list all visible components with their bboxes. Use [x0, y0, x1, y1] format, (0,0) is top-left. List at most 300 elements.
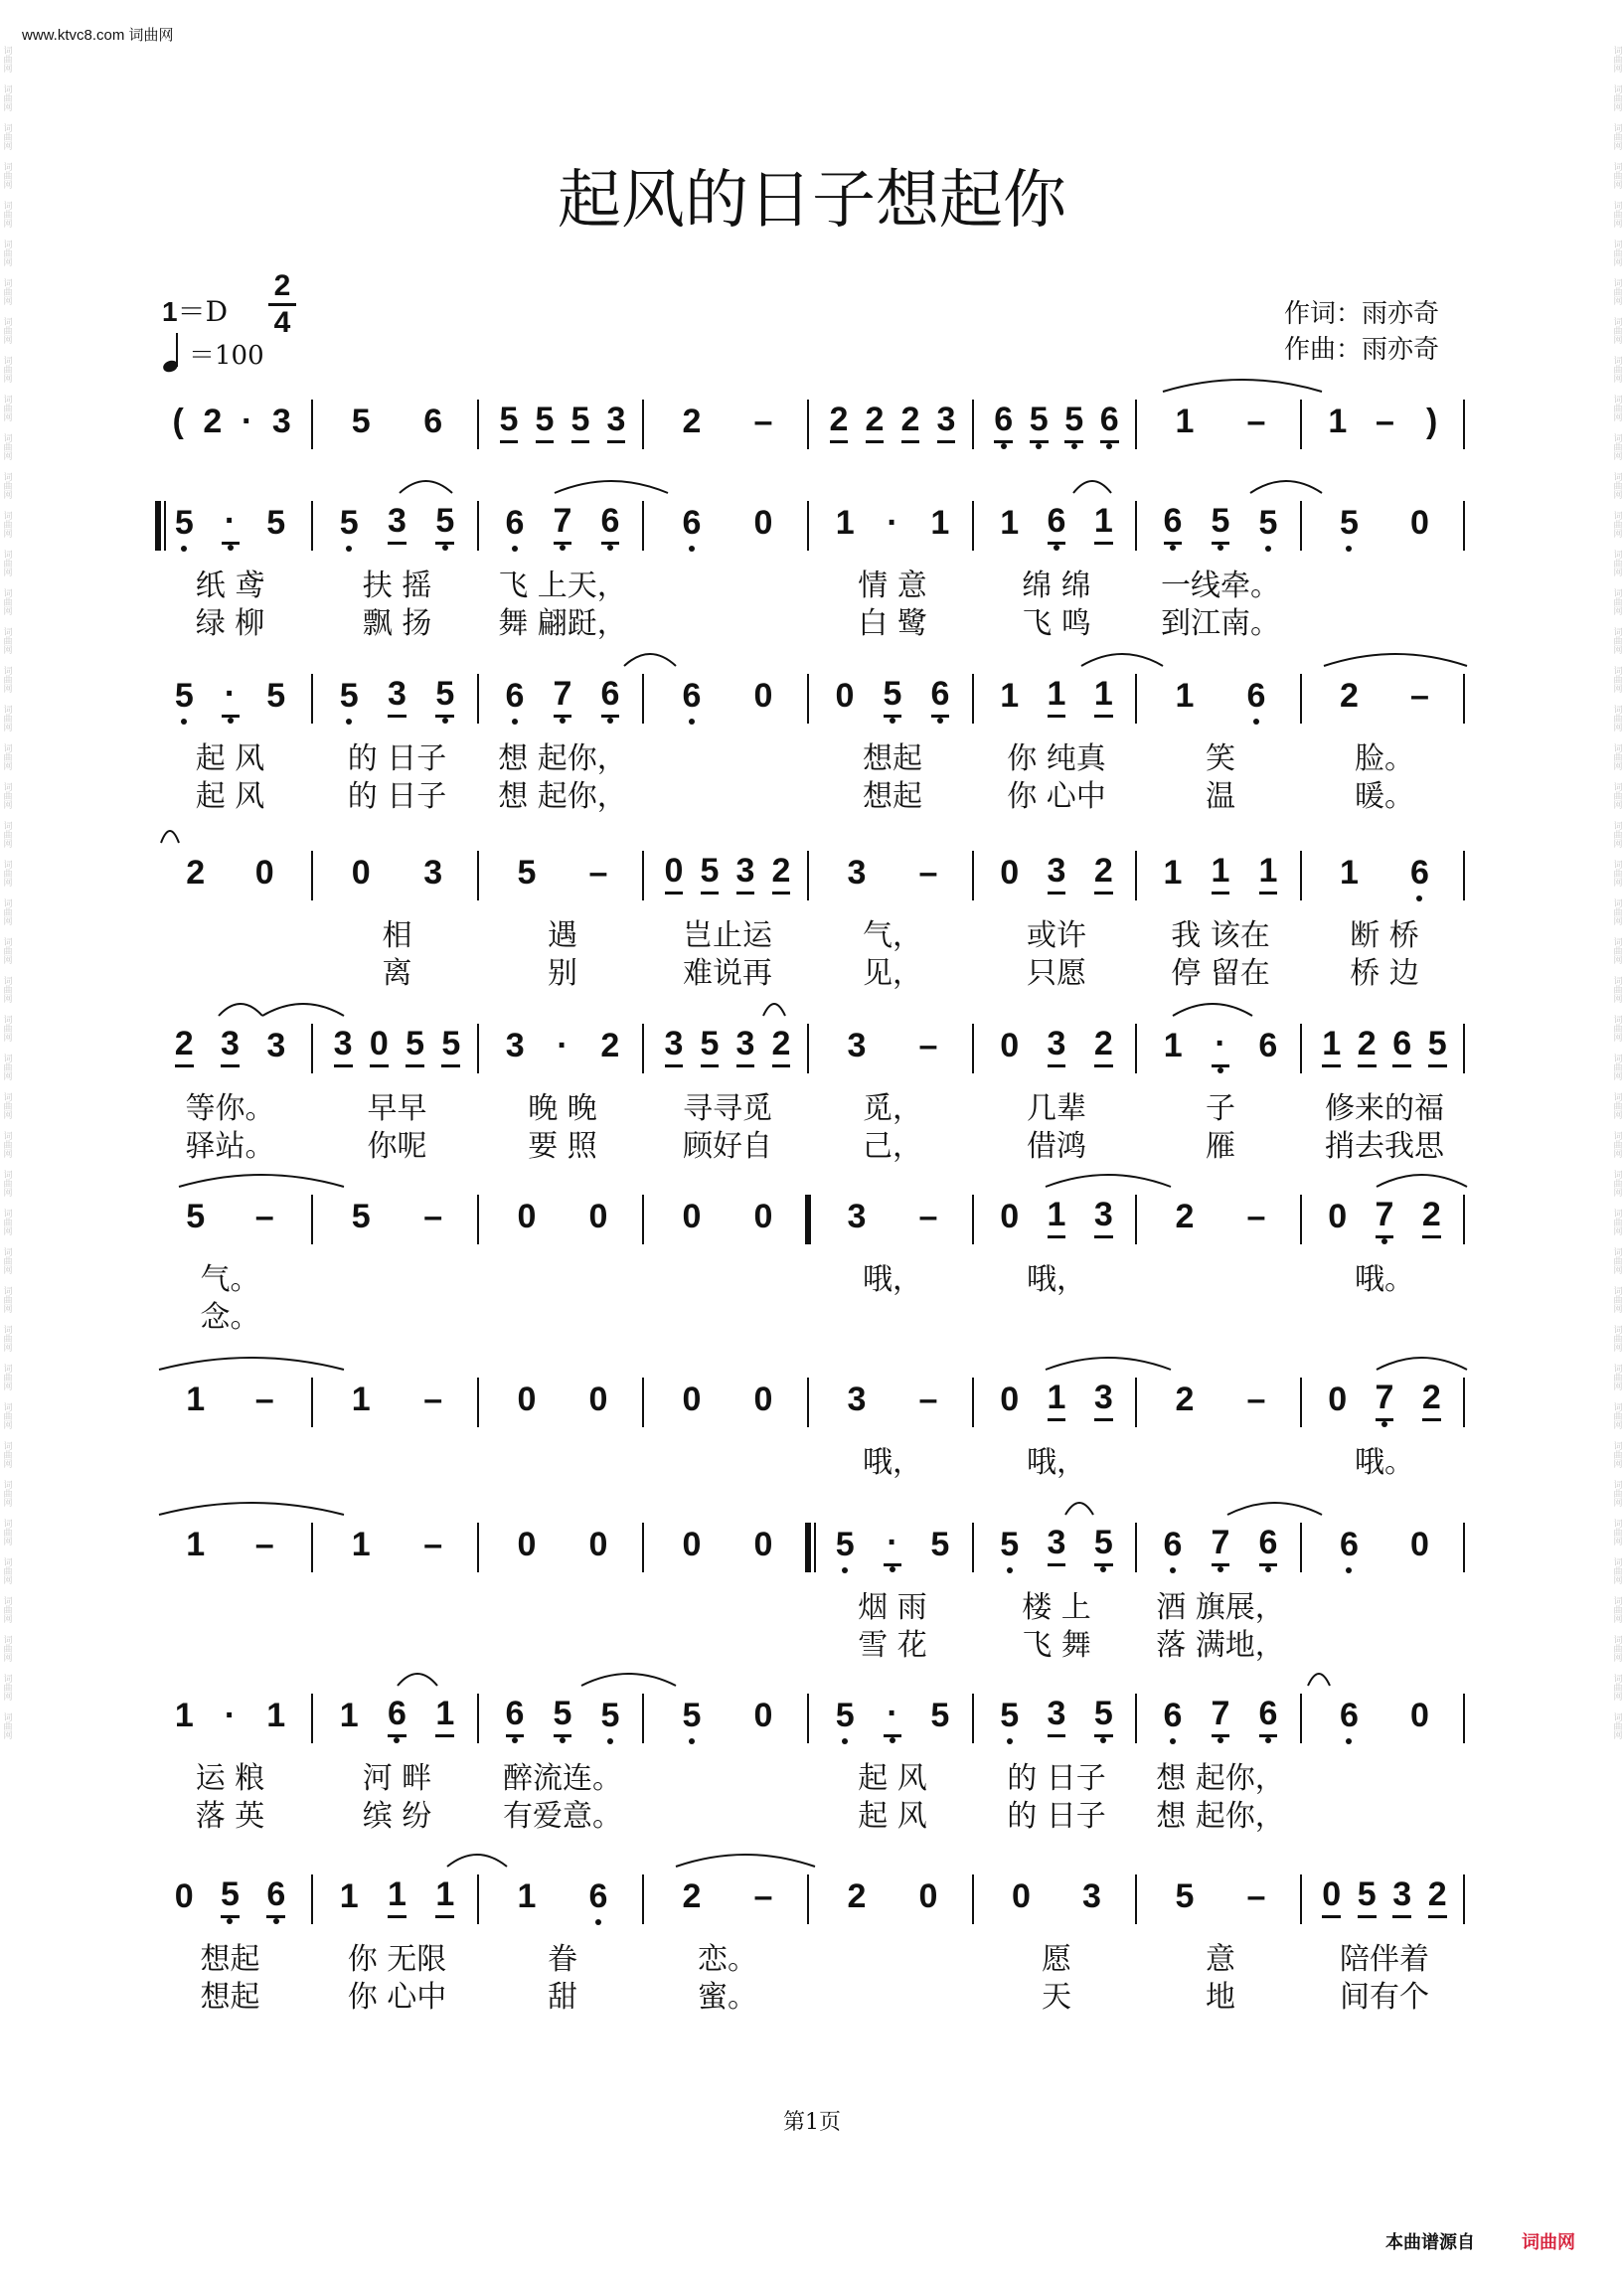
note: 5: [1340, 503, 1359, 542]
barline: [642, 1195, 644, 1244]
note: 5: [1212, 502, 1230, 545]
lyric-measure: [821, 1294, 964, 1334]
note: 5: [1358, 1875, 1377, 1918]
lyric-measure: [986, 1294, 1127, 1334]
measure: [161, 845, 299, 900]
note: 2: [1340, 676, 1359, 715]
watermark-text: 词曲网: [1, 1635, 12, 1662]
lyric-measure: 等你。: [185, 1091, 275, 1126]
lyric-measure: 想 起你，: [1156, 1761, 1285, 1796]
lyric-measure: 我 该在: [1171, 918, 1270, 953]
slur: [1377, 1358, 1467, 1370]
measure: [1149, 1869, 1292, 1924]
lyric-measure: [325, 1294, 469, 1334]
watermark-text: 词曲网: [1611, 84, 1622, 111]
lyric-measure: [1149, 1294, 1292, 1334]
measure: [491, 1018, 634, 1073]
note: 7: [554, 675, 572, 718]
lyric-measure: 暖。: [1355, 779, 1414, 814]
measure: [656, 1688, 799, 1743]
note: 0: [1410, 1696, 1429, 1734]
watermark-text: 词曲网: [1, 1015, 12, 1042]
barline: [311, 501, 313, 551]
lyric-measure: 起 风: [195, 779, 265, 814]
lyric-line: [0, 1974, 1624, 2014]
measure: [986, 1688, 1127, 1743]
barline: [311, 674, 313, 724]
lyric-measure: 楼 上: [1022, 1590, 1091, 1625]
watermark-text: 词曲网: [1611, 46, 1622, 73]
barline: [807, 1378, 809, 1427]
watermark-text: 词曲网: [1, 395, 12, 421]
lyric-measure: [1314, 1755, 1455, 1795]
note: 6: [1259, 1524, 1278, 1566]
tempo-marking: [163, 332, 264, 372]
note: 1: [1212, 852, 1230, 895]
note: 2: [830, 401, 849, 443]
lyric-measure: 你呢: [367, 1129, 427, 1164]
note: 5: [930, 1696, 950, 1734]
note: 3: [388, 502, 406, 545]
time-signature-bottom: 4: [273, 306, 291, 339]
measure: [821, 668, 964, 724]
lyric-measure: 想起: [863, 779, 922, 814]
note: 1: [1048, 1379, 1066, 1421]
measure: [325, 1517, 469, 1572]
note: –: [254, 1197, 274, 1235]
lyric-measure: 的 日子: [347, 779, 447, 814]
watermark-text: 词曲网: [1, 1402, 12, 1429]
measure: [491, 1517, 634, 1572]
watermark-text: 词曲网: [1, 1480, 12, 1507]
note: 1: [339, 1876, 359, 1915]
lyric-measure: 恋。: [698, 1942, 757, 1977]
lyric-measure: 间有个: [1340, 1980, 1429, 2015]
note: 6: [1048, 502, 1066, 545]
measure: [1314, 1517, 1455, 1572]
lyric-measure: 醉流连。: [503, 1761, 622, 1796]
note: 0: [351, 853, 371, 892]
lyric-measure: 哦。: [1355, 1262, 1414, 1297]
note: 0: [1000, 1380, 1020, 1418]
key-tonic: 1: [162, 296, 178, 327]
slur: [1377, 1175, 1467, 1187]
measure: [656, 668, 799, 724]
quarter-note-icon: [163, 332, 185, 372]
lyric-measure: [491, 1622, 634, 1662]
lyric-line: [0, 1256, 1624, 1296]
note: 5: [266, 503, 286, 542]
note: 3: [736, 1025, 755, 1067]
note: 1: [1175, 402, 1195, 440]
watermark-text: 词曲网: [1611, 1015, 1622, 1042]
measure: [1314, 668, 1455, 724]
note: 1: [1094, 502, 1113, 545]
note: 6: [1258, 1026, 1278, 1064]
barline: [972, 1195, 974, 1244]
measure: [491, 394, 634, 449]
lyric-measure: [656, 1755, 799, 1795]
note: 6: [601, 675, 620, 718]
slur: [398, 1674, 437, 1686]
watermark-text: 词曲网: [1611, 898, 1622, 925]
note: 5: [1428, 1025, 1447, 1067]
note: 0: [370, 1025, 389, 1067]
lyric-line: [0, 912, 1624, 952]
watermark-text: 词曲网: [1, 1519, 12, 1546]
note: ·: [241, 402, 253, 440]
measure: [325, 1869, 469, 1924]
watermark-text: 词曲网: [1, 1092, 12, 1119]
watermark-text: 词曲网: [1, 782, 12, 809]
lyric-measure: [491, 1294, 634, 1334]
lyric-line: [0, 1622, 1624, 1662]
barline: [311, 1694, 313, 1743]
note: 0: [1000, 1026, 1020, 1064]
barline: [1300, 851, 1302, 900]
barline: [477, 1874, 479, 1924]
barline: [477, 400, 479, 449]
watermark-text: 词曲网: [1, 1674, 12, 1701]
slur: [1250, 481, 1322, 493]
note: 1: [1048, 675, 1066, 718]
note: 3: [1048, 852, 1066, 895]
note: 6: [601, 502, 620, 545]
note: ·: [224, 1696, 237, 1734]
note: 3: [736, 852, 755, 895]
barline: [807, 1874, 809, 1924]
barline: [1135, 1195, 1137, 1244]
watermark-text: 词曲网: [1, 1131, 12, 1158]
lyric-measure: [656, 1584, 799, 1624]
note: 3: [266, 1026, 286, 1064]
note: 5: [682, 1696, 702, 1734]
lyric-measure: 飘 扬: [362, 606, 432, 641]
lyric-measure: 蜜。: [698, 1980, 757, 2015]
watermark-text: 词曲网: [1, 278, 12, 305]
repeat-end-barline: [805, 1195, 811, 1244]
barline: [807, 400, 809, 449]
slur: [400, 481, 452, 493]
watermark-text: 词曲网: [1, 1441, 12, 1468]
slur: [1308, 1674, 1330, 1686]
note: ·: [887, 503, 898, 542]
site-url[interactable]: www.ktvc8.com: [22, 27, 125, 44]
watermark-text: 词曲网: [1, 1557, 12, 1584]
measure: [656, 495, 799, 551]
measure: [1314, 1869, 1455, 1924]
notation-line: [0, 394, 1624, 449]
lyric-measure: 修来的福: [1325, 1091, 1444, 1126]
watermark-text: 词曲网: [1, 705, 12, 732]
note: 2: [1094, 1025, 1113, 1067]
lyric-measure: 白 鹭: [858, 606, 927, 641]
lyric-measure: [161, 1584, 299, 1624]
watermark-text: 词曲网: [1, 162, 12, 189]
lyric-measure: 有爱意。: [503, 1799, 622, 1834]
note: 0: [1410, 1525, 1429, 1563]
measure: [821, 1018, 964, 1073]
lyric-measure: 断 桥: [1350, 918, 1419, 953]
note: –: [254, 1380, 274, 1418]
note: 0: [753, 1525, 773, 1563]
measure: [821, 394, 964, 449]
slur: [1046, 1358, 1171, 1370]
barline: [642, 400, 644, 449]
barline: [477, 1694, 479, 1743]
source-brand[interactable]: 词曲网: [1522, 2232, 1576, 2252]
lyric-measure: 雪 花: [858, 1628, 927, 1663]
lyric-measure: [656, 600, 799, 640]
lyric-measure: 愿: [1042, 1942, 1071, 1977]
slur: [1065, 1503, 1093, 1515]
measure: [986, 1018, 1127, 1073]
lyric-measure: [656, 1793, 799, 1833]
barline: [477, 1195, 479, 1244]
barline: [1135, 1523, 1137, 1572]
note: 1: [186, 1380, 206, 1418]
slur-layer: [0, 1161, 1624, 1191]
lyric-measure: 起 风: [195, 741, 265, 776]
note: 3: [847, 1197, 867, 1235]
watermark-text: 词曲网: [1, 898, 12, 925]
watermark-text: 词曲网: [1, 123, 12, 150]
note: 5: [1175, 1876, 1195, 1915]
measure: [1314, 1372, 1455, 1427]
barline: [1300, 501, 1302, 551]
measure: [325, 394, 469, 449]
watermark-text: 词曲网: [1, 743, 12, 770]
slur-layer: [0, 1489, 1624, 1519]
note: 6: [266, 1875, 285, 1918]
barline: [311, 400, 313, 449]
measure: [986, 845, 1127, 900]
watermark-text: 词曲网: [1611, 1441, 1622, 1468]
watermark-text: 词曲网: [1, 1364, 12, 1390]
watermark-text: 词曲网: [1611, 1131, 1622, 1158]
lyric-line: [0, 1085, 1624, 1125]
note: –: [1246, 402, 1266, 440]
note: 2: [1422, 1379, 1441, 1421]
lyric-measure: 飞 舞: [1022, 1628, 1091, 1663]
lyric-measure: 河 畔: [362, 1761, 432, 1796]
slur: [1227, 1503, 1322, 1515]
note: 6: [1164, 502, 1183, 545]
note: 5: [930, 1525, 950, 1563]
note: 1: [1163, 1026, 1183, 1064]
note: 6: [1163, 1525, 1183, 1563]
note: 6: [1410, 853, 1429, 892]
lyric-line: [0, 950, 1624, 990]
lyric-measure: 念。: [200, 1300, 260, 1335]
lyric-measure: 顾好自: [683, 1129, 772, 1164]
note: 1: [1328, 402, 1348, 440]
lyric-measure: 绿 柳: [195, 606, 265, 641]
note: 1: [1048, 1196, 1066, 1238]
measure: [491, 668, 634, 724]
lyric-measure: [325, 1256, 469, 1296]
note: 1: [1175, 676, 1195, 715]
barline: [311, 1024, 313, 1073]
note: 3: [1048, 1025, 1066, 1067]
note: 1: [517, 1876, 537, 1915]
note: ·: [884, 1695, 901, 1737]
note: 5: [1000, 1696, 1020, 1734]
note: 5: [701, 852, 720, 895]
note: 3: [847, 1380, 867, 1418]
measure: [1314, 845, 1455, 900]
note: 5: [500, 401, 519, 443]
note: 2: [682, 402, 702, 440]
barline: [807, 1024, 809, 1073]
lyric-measure: 相: [382, 918, 412, 953]
barline: [642, 851, 644, 900]
lyric-measure: [656, 1622, 799, 1662]
slur: [159, 1358, 344, 1370]
lyric-measure: 雁: [1206, 1129, 1235, 1164]
barline: [814, 1523, 816, 1572]
note: –: [1410, 676, 1429, 715]
measure: [986, 668, 1127, 724]
note: 0: [588, 1525, 608, 1563]
note: 0: [517, 1197, 537, 1235]
lyric-measure: 要 照: [528, 1129, 597, 1164]
time-signature-top: 2: [273, 269, 291, 302]
note: (: [172, 402, 184, 440]
lyric-measure: 情 意: [858, 569, 927, 603]
note: 1: [930, 503, 950, 542]
measure: [656, 394, 799, 449]
watermark-text: 词曲网: [1611, 1557, 1622, 1584]
lyric-measure: 落 满地，: [1156, 1628, 1285, 1663]
barline: [1463, 1378, 1465, 1427]
note: 6: [588, 1876, 608, 1915]
lyric-measure: 晚 晚: [528, 1091, 597, 1126]
measure: [1149, 1018, 1292, 1073]
lyric-measure: [1314, 1584, 1455, 1624]
note: 3: [1094, 1196, 1113, 1238]
note: 6: [1259, 1695, 1278, 1737]
lyric-measure: [1149, 1439, 1292, 1479]
note: 0: [918, 1876, 938, 1915]
measure: [1314, 394, 1455, 449]
slur-layer: [0, 1841, 1624, 1871]
note: 5: [1064, 401, 1083, 443]
note: ): [1425, 402, 1438, 440]
measure: [161, 394, 299, 449]
lyric-measure: [491, 1584, 634, 1624]
note: 3: [1048, 1695, 1066, 1737]
lyric-measure: 到江南。: [1161, 606, 1280, 641]
note: 3: [271, 402, 291, 440]
barline: [1135, 400, 1137, 449]
watermark-text: 词曲网: [1611, 1286, 1622, 1313]
slur-layer: [0, 1660, 1624, 1690]
note: 5: [406, 1025, 424, 1067]
note: 5: [536, 401, 555, 443]
slur: [581, 1674, 676, 1686]
note: 6: [1340, 1525, 1359, 1563]
lyric-measure: [1149, 1256, 1292, 1296]
note: 6: [505, 676, 525, 715]
barline: [642, 1378, 644, 1427]
barline: [1300, 400, 1302, 449]
note: 0: [682, 1525, 702, 1563]
barline: [1463, 1874, 1465, 1924]
measure: [161, 1869, 299, 1924]
note: –: [1246, 1876, 1266, 1915]
lyric-measure: 落 英: [195, 1799, 265, 1834]
note: 1: [1322, 1025, 1341, 1067]
lyric-measure: [656, 1294, 799, 1334]
watermark-text: 词曲网: [1, 433, 12, 460]
slur: [219, 1004, 262, 1016]
watermark-text: 词曲网: [1611, 860, 1622, 887]
note: 1: [435, 1695, 454, 1737]
measure: [491, 1189, 634, 1244]
watermark-text: 词曲网: [1611, 1402, 1622, 1429]
note: 1: [1340, 853, 1359, 892]
note: 6: [1163, 1696, 1183, 1734]
lyric-measure: 起 风: [858, 1761, 927, 1796]
note: ·: [1212, 1025, 1229, 1067]
measure: [1314, 1688, 1455, 1743]
lyric-measure: [161, 912, 299, 952]
lyric-measure: 桥 边: [1350, 956, 1419, 991]
watermark-text: 词曲网: [1611, 278, 1622, 305]
lyric-measure: 气。: [200, 1262, 260, 1297]
measure: [325, 1018, 469, 1073]
lyric-measure: 想起: [863, 741, 922, 776]
note: 6: [1340, 1696, 1359, 1734]
measure: [1149, 845, 1292, 900]
note: 3: [423, 853, 443, 892]
lyric-measure: [1314, 1622, 1455, 1662]
measure: [656, 1517, 799, 1572]
measure: [1149, 1372, 1292, 1427]
lyric-measure: 烟 雨: [858, 1590, 927, 1625]
watermark-text: 词曲网: [1, 937, 12, 964]
watermark-text: 词曲网: [1611, 937, 1622, 964]
lyric-measure: [161, 1439, 299, 1479]
note: 0: [517, 1380, 537, 1418]
lyric-line: [0, 600, 1624, 640]
barline: [807, 851, 809, 900]
lyric-line: [0, 1439, 1624, 1479]
lyric-line: [0, 1123, 1624, 1163]
watermark-text: 词曲网: [1, 46, 12, 73]
note: 7: [1212, 1524, 1230, 1566]
note: 1: [174, 1696, 194, 1734]
note: 3: [607, 401, 626, 443]
note: 3: [334, 1025, 353, 1067]
slur: [676, 1855, 815, 1867]
note: 3: [1094, 1379, 1113, 1421]
note: 2: [1358, 1025, 1377, 1067]
note: 5: [1030, 401, 1049, 443]
notation-line: [0, 1372, 1624, 1427]
barline: [1463, 1024, 1465, 1073]
watermark-text: 词曲网: [1, 84, 12, 111]
watermark-text: 词曲网: [1611, 1519, 1622, 1546]
barline: [1300, 1874, 1302, 1924]
lyric-measure: 想 起你，: [498, 741, 627, 776]
slur: [763, 1004, 785, 1016]
measure: [1314, 1018, 1455, 1073]
note: –: [423, 1525, 443, 1563]
note: 1: [388, 1875, 406, 1918]
barline: [807, 501, 809, 551]
